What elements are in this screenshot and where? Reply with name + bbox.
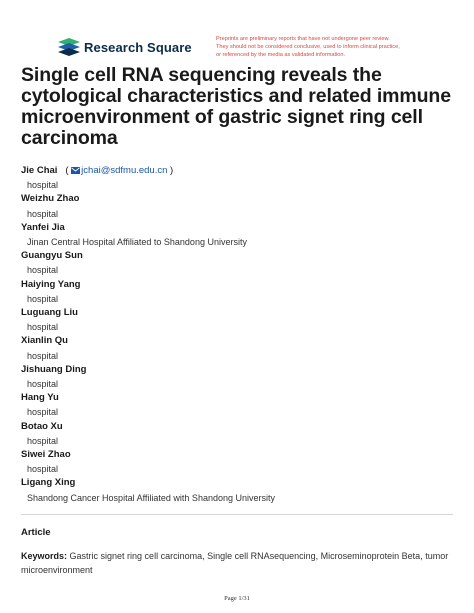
- brand-name: Research Square: [84, 39, 192, 55]
- paper-title: Single cell RNA sequencing reveals the cytological characteristics and related immune microenvironment of gastric signet ring cell carcinoma: [21, 64, 451, 149]
- author-affiliation: Jinan Central Hospital Affiliated to Shandong University: [27, 237, 247, 248]
- author-item: [21, 164, 461, 192]
- research-square-logo[interactable]: [58, 38, 192, 56]
- author-item: [21, 391, 461, 419]
- keywords-section: [21, 550, 461, 577]
- author-name: Botao Xu: [21, 420, 63, 432]
- author-name: Guangyu Sun: [21, 250, 83, 262]
- author-name: Weizhu Zhao: [21, 193, 80, 205]
- author-affiliation: hospital: [27, 350, 59, 361]
- article-type-label: Article: [21, 527, 51, 538]
- author-affiliation: hospital: [27, 322, 59, 333]
- author-item: [21, 306, 461, 334]
- preprint-disclaimer: [216, 35, 446, 59]
- author-item: [21, 448, 461, 476]
- author-name: Jishuang Ding: [21, 363, 87, 375]
- author-name: Xianlin Qu: [21, 335, 68, 347]
- disclaimer-line: Preprints are preliminary reports that have not undergone peer review.: [216, 36, 390, 42]
- author-item: [21, 420, 461, 448]
- author-affiliation: hospital: [27, 464, 59, 475]
- author-name: Ligang Xing: [21, 477, 76, 489]
- author-item: [21, 221, 461, 249]
- envelope-icon: [71, 167, 80, 174]
- author-list: [21, 164, 461, 505]
- author-item: [21, 278, 461, 306]
- disclaimer-line: or referenced by the media as validated information.: [216, 52, 346, 58]
- author-email-link[interactable]: jchai@sdfmu.edu.cn: [81, 165, 168, 176]
- author-affiliation: hospital: [27, 407, 59, 418]
- author-name: Hang Yu: [21, 392, 59, 404]
- section-divider: [21, 514, 453, 515]
- author-item: [21, 192, 461, 220]
- keywords-label: Keywords:: [21, 551, 68, 561]
- author-name: Haiying Yang: [21, 278, 81, 290]
- author-affiliation: hospital: [27, 293, 59, 304]
- author-item: [21, 249, 461, 277]
- author-name: Luguang Liu: [21, 307, 78, 319]
- author-affiliation: Shandong Cancer Hospital Affiliated with Shandong University: [27, 492, 275, 503]
- author-affiliation: hospital: [27, 379, 59, 390]
- author-affiliation: hospital: [27, 208, 59, 219]
- author-affiliation: hospital: [27, 180, 59, 191]
- page-number: Page 1/31: [224, 595, 250, 602]
- author-item: [21, 476, 461, 504]
- author-item: [21, 363, 461, 391]
- research-square-logo-icon: [58, 38, 80, 56]
- disclaimer-line: They should not be considered conclusive, used to inform clinical practice,: [216, 44, 400, 50]
- author-email-group: ( jchai@sdfmu.edu.cn ): [65, 165, 174, 176]
- author-name: Yanfei Jia: [21, 221, 65, 233]
- author-affiliation: hospital: [27, 265, 59, 276]
- author-affiliation: hospital: [27, 435, 59, 446]
- author-item: [21, 334, 461, 362]
- keywords-text: Gastric signet ring cell carcinoma, Single cell RNAsequencing, Microseminoprotein Beta, tumor microenvironment: [21, 551, 449, 575]
- author-name: Siwei Zhao: [21, 449, 71, 461]
- author-name: Jie Chai: [21, 165, 58, 176]
